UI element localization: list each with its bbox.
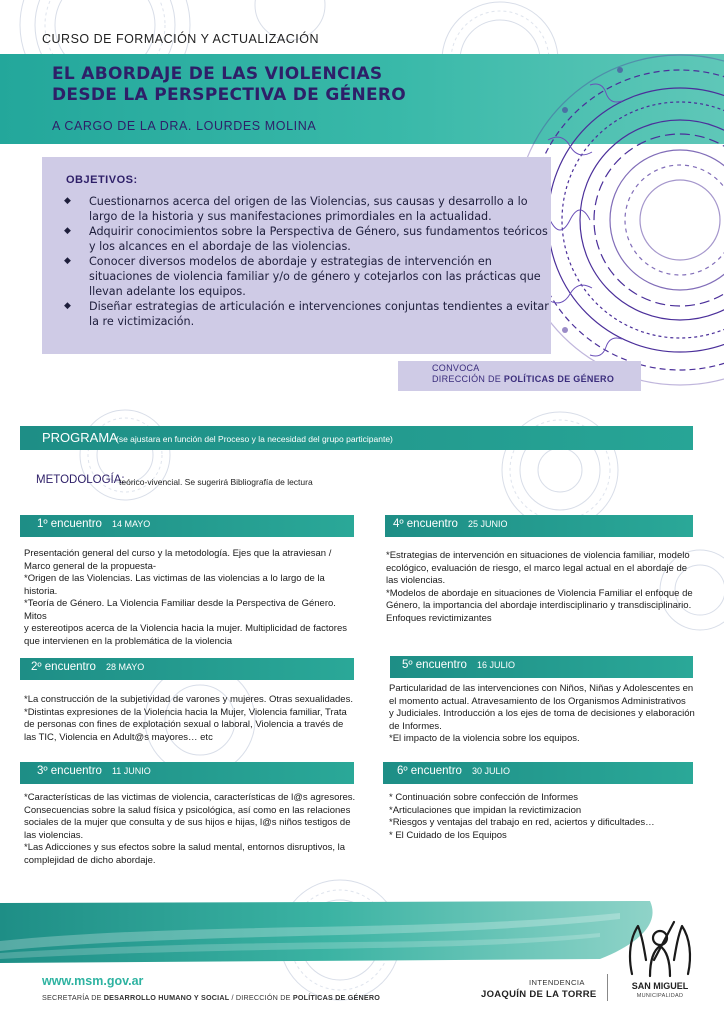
session-line: de personas con fines de explotación sexual o laboral, Violencia a través de [24, 719, 344, 730]
session-6-body [389, 792, 709, 842]
session-line: ecológico, evaluación de riesgo, el marco legal actual en el abordaje de [386, 562, 688, 574]
department-line [42, 993, 380, 1002]
session-line: *Estrategias de intervención en situaciones de violencia familiar, modelo [386, 550, 690, 561]
session-6-heading [397, 765, 510, 777]
objectives-list [64, 194, 549, 329]
session-title: 2º encuentro [31, 661, 96, 673]
footer-divider [607, 974, 608, 1001]
session-line: que intervienen en la problemática de la violencia [24, 635, 233, 647]
dept-prefix: SECRETARÍA DE [42, 993, 104, 1002]
objective-text: Cuestionarnos acerca del origen de las Violencias, sus causas y desarrollo a lo largo de la historia y sus manifestaciones primordiales en la actualidad. [89, 195, 528, 223]
metodologia-text: teórico-vivencial. Se sugerirá Bibliografía de lectura [119, 477, 313, 487]
list-item [64, 299, 549, 329]
list-item [64, 224, 549, 254]
bullet-diamond-icon: ◆ [64, 256, 71, 266]
session-title: 3º encuentro [37, 765, 102, 777]
convoca-org [432, 374, 614, 385]
bullet-diamond-icon: ◆ [64, 196, 71, 206]
objective-text: Adquirir conocimientos sobre la Perspectiva de Género, sus fundamentos teóricos y los alcances en el abordaje de las violencias. [89, 225, 548, 253]
session-line: complejidad de dicho abordaje. [24, 854, 156, 866]
session-line: las violencias. [386, 575, 446, 586]
session-1-body [24, 548, 359, 648]
dept-mid: / DIRECCIÓN DE [229, 993, 293, 1002]
session-2-heading [31, 661, 144, 673]
session-line: el momento actual. Atravesamiento de los Organismos Administrativos [389, 695, 686, 707]
session-2-body [24, 694, 359, 744]
convoca-org-name: POLÍTICAS DE GÉNERO [503, 374, 615, 384]
session-date: 30 JULIO [471, 766, 510, 776]
session-date: 14 MAYO [111, 519, 151, 529]
session-line: *Articulaciones que impidan la revictimizacion [389, 804, 582, 816]
session-line: *Origen de las Violencias. Las victimas de las violencias a lo largo de la [24, 573, 325, 584]
session-line: *Las Adicciones y sus efectos sobre la salud mental, entornos disruptivos, la [24, 842, 346, 853]
intendencia-label: INTENDENCIA [529, 978, 585, 987]
municipio-label: MUNICIPALIDAD [636, 993, 684, 999]
session-date: 28 MAYO [105, 662, 145, 672]
list-item [64, 254, 549, 299]
session-line: de Informes. [389, 720, 442, 732]
session-line: Consecuencias sobre la salud física y psicológica, así como en las relaciones [24, 804, 351, 816]
title-line-1: EL ABORDAJE DE LAS VIOLENCIAS [52, 64, 383, 84]
convoca-text [432, 363, 614, 385]
title-line-2: DESDE LA PERSPECTIVA DE GÉNERO [52, 85, 407, 105]
metodologia-label: METODOLOGÍA: [36, 474, 125, 486]
convoca-org-prefix: DIRECCIÓN DE [432, 374, 504, 384]
intendente-name: JOAQUÍN DE LA TORRE [481, 989, 597, 1000]
session-line: * El Cuidado de los Equipos [389, 829, 507, 841]
session-line: *Teoría de Género. La Violencia Familiar desde la Perspectiva de Género. Mitos [24, 598, 336, 622]
dept-secretaria: DESARROLLO HUMANO Y SOCIAL [103, 993, 230, 1002]
municipio-name: SAN MIGUEL [631, 981, 689, 991]
session-3-body [24, 792, 359, 867]
session-4-heading [393, 518, 507, 530]
session-line: las TIC, Violencia en Adult@s mayores… etc [24, 731, 213, 743]
session-line: Particularidad de las intervenciones con Niños, Niñas y Adolescentes en [389, 683, 694, 694]
session-line: * Continuación sobre confección de Informes [389, 792, 579, 803]
session-date: 16 JULIO [476, 660, 515, 670]
page-title [52, 64, 406, 106]
convoca-label: CONVOCA [432, 363, 480, 373]
session-title: 6º encuentro [397, 765, 462, 777]
subtitle: A CARGO DE LA DRA. LOURDES MOLINA [52, 119, 317, 133]
session-line: *La construcción de la subjetividad de varones y mujeres. Otras sexualidades. [24, 694, 353, 705]
session-line: sociales de la mujer que consulta y de sus hijos e hijas, l@s niños testigos de [24, 817, 351, 828]
session-line: *Distintas expresiones de la Violencia hacia la Mujer, Violencia familiar, Trata [24, 706, 347, 718]
session-title: 4º encuentro [393, 518, 458, 530]
session-line: *Modelos de abordaje en situaciones de Violencia Familiar el enfoque de [386, 587, 693, 599]
session-line: y estereotipos acerca de la Violencia hacia la mujer. Multiplicidad de factores [24, 623, 347, 634]
bullet-diamond-icon: ◆ [64, 226, 71, 236]
list-item [64, 194, 549, 224]
session-4-body [386, 550, 706, 625]
bullet-diamond-icon: ◆ [64, 301, 71, 311]
dept-direccion: POLÍTICAS DE GÉNERO [292, 993, 381, 1002]
objective-text: Diseñar estrategias de articulación e intervenciones conjuntas tendientes a evitar la re victimización. [89, 300, 549, 328]
session-line: Enfoques revictimizantes [386, 612, 492, 624]
san-miguel-angel-logo-icon [624, 916, 696, 980]
session-line: historia. [24, 585, 58, 597]
session-date: 25 JUNIO [467, 519, 508, 529]
session-title: 5º encuentro [402, 659, 467, 671]
objectives-heading: OBJETIVOS: [66, 174, 138, 186]
objective-text: Conocer diversos modelos de abordaje y estrategias de intervención en situaciones de violencia familiar y/o de género y cotejarlos con las prácticas que llevan adelante los equipos. [89, 255, 541, 298]
session-line: Marco general de la propuesta- [24, 560, 157, 572]
session-line: Género, la importancia del abordaje interdisciplinario y transdisciplinario. [386, 600, 692, 611]
session-line: las violencias. [24, 829, 84, 841]
footer-wave [0, 893, 724, 965]
session-line: *El impacto de la violencia sobre los equipos. [389, 733, 580, 744]
session-line: *Características de las victimas de violencia, características de l@s agresores. [24, 792, 356, 803]
session-line: *Riesgos y ventajas del trabajo en red, aciertos y dificultades… [389, 817, 655, 828]
programa-note: (se ajustara en función del Proceso y la necesidad del grupo participante) [116, 434, 393, 444]
session-1-heading [37, 518, 150, 530]
session-date: 11 JUNIO [111, 766, 151, 776]
session-line: Presentación general del curso y la metodología. Ejes que la atraviesan / [24, 548, 332, 559]
course-label: CURSO DE FORMACIÓN Y ACTUALIZACIÓN [42, 32, 319, 46]
session-3-heading [37, 765, 151, 777]
session-line: y Judiciales. Introducción a los ejes de toma de decisiones y elaboración [389, 708, 695, 719]
programa-title: PROGRAMA [42, 430, 118, 445]
session-5-body [389, 683, 709, 746]
session-title: 1º encuentro [37, 518, 102, 530]
session-5-heading [402, 659, 515, 671]
website-link[interactable]: www.msm.gov.ar [42, 974, 144, 988]
